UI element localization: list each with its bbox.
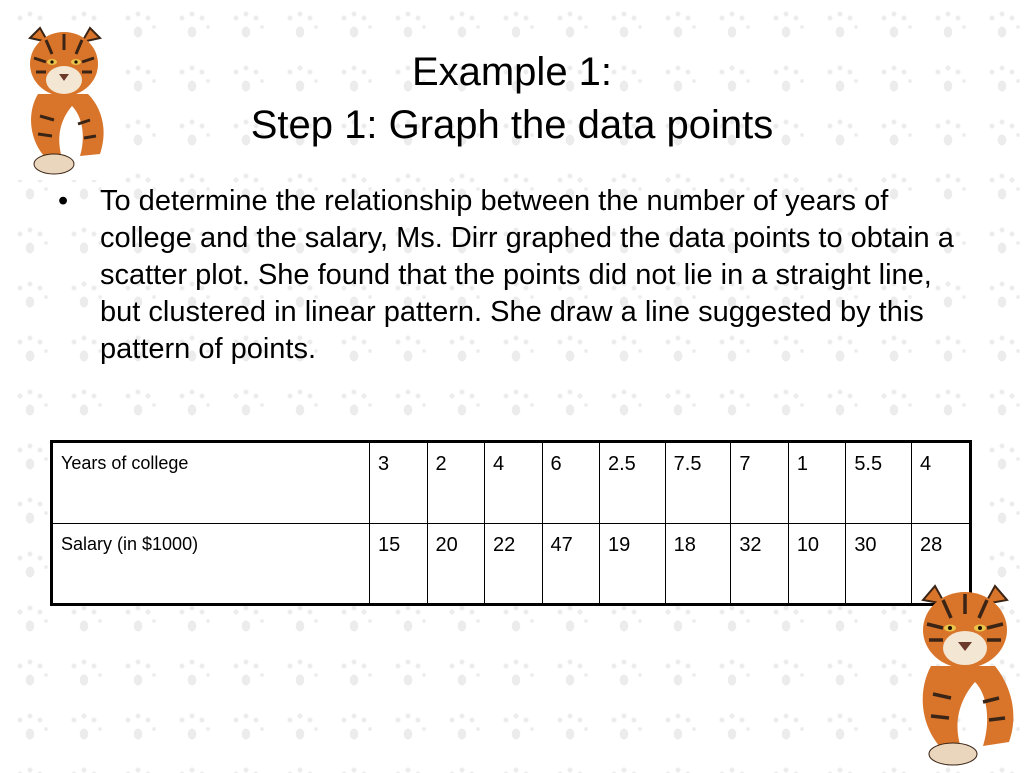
table-cell: 7 [731, 442, 789, 524]
table-cell: 15 [370, 523, 428, 605]
table-cell: 2.5 [600, 442, 666, 524]
tiger-icon [905, 582, 1024, 768]
table-cell: 6 [542, 442, 600, 524]
table-cell: 4 [911, 442, 970, 524]
table-cell: 10 [788, 523, 846, 605]
table-cell: 32 [731, 523, 789, 605]
slide-title [0, 46, 1024, 152]
title-line-1: Example 1: [411, 50, 613, 94]
title-line-2: Step 1: Graph the data points [250, 103, 774, 147]
table-cell: 7.5 [665, 442, 731, 524]
table-cell: 3 [370, 442, 428, 524]
table-cell: 1 [788, 442, 846, 524]
table-cell: 30 [846, 523, 912, 605]
table-cell: 5.5 [846, 442, 912, 524]
data-table [50, 440, 972, 606]
table-cell: 18 [665, 523, 731, 605]
table-cell: 28 [911, 523, 970, 605]
bullet-list [56, 183, 956, 368]
table-cell: 2 [427, 442, 485, 524]
table-row-salary [52, 523, 971, 605]
table-cell: 20 [427, 523, 485, 605]
table-cell: 19 [600, 523, 666, 605]
table-cell: 4 [485, 442, 543, 524]
tiger-icon [16, 24, 112, 180]
row-header-years: Years of college [52, 442, 370, 524]
table-row-years [52, 442, 971, 524]
table-cell: 47 [542, 523, 600, 605]
row-header-salary: Salary (in $1000) [52, 523, 370, 605]
table-cell: 22 [485, 523, 543, 605]
bullet-item: • To determine the relationship between the number of years of college and the salary, Ms. Dirr graphed the data points to obtain a scatter plot. She found that the points did not lie in a straight line, but clustered in linear pattern. She draw a line suggested by this pattern of points. [56, 183, 956, 368]
